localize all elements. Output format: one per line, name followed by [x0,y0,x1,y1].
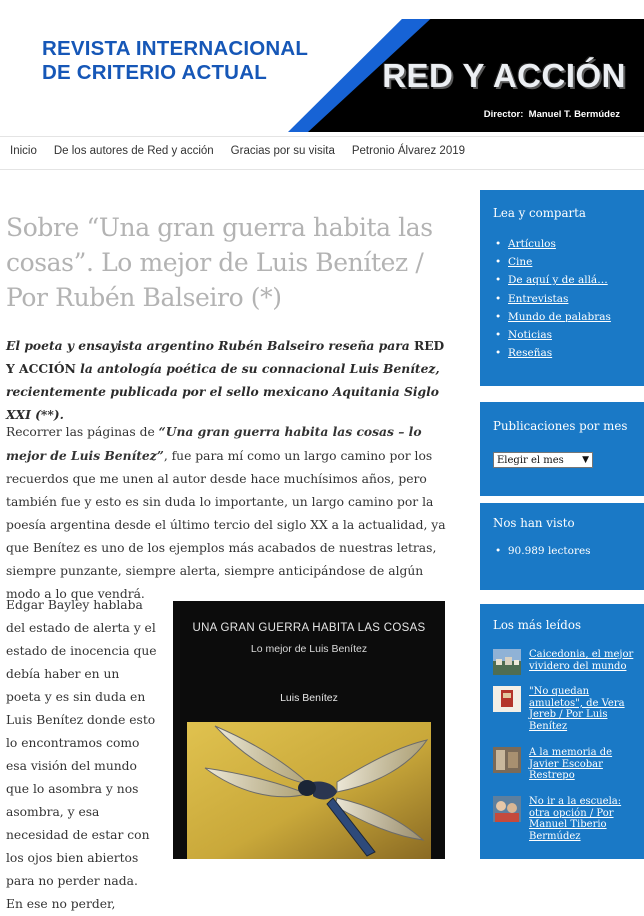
lead-text-2: la antología poética de su connacional Luis Benítez, recientemente publicada por el sello mexicano Aquitania Siglo XXI (**). [6,361,440,422]
lead-text-1: El poeta y ensayista argentino Rubén Balseiro reseña para [6,338,414,353]
para1-text-1: Recorrer las páginas de [6,425,159,439]
category-link-noticias[interactable]: • Noticias [495,326,611,344]
site-title[interactable]: REVISTA INTERNACIONAL DE CRITERIO ACTUAL [42,37,308,84]
lead-brand: RED Y ACCIÓN [6,338,445,376]
category-list [495,235,611,362]
book-cover-image [173,601,445,859]
article-paragraph-1 [6,420,451,606]
visit-count: 90.989 lectores [507,545,591,557]
popular-post-link[interactable]: No ir a la escuela: otra opción / Por Manuel Tiberio Bermúdez [529,796,622,842]
popular-thumbnail[interactable] [493,649,521,675]
article-paragraph-2: Edgar Bayley hablaba del estado de alerta y el estado de inocencia que debía haber en un poeta y es sin duda en Luis Benítez donde esto lo encontramos como esa visión del mundo que lo asombra y nos asombra, y esa necesidad de estar con los ojos bien abiertos para no perder nada. En ese no perder, [6,598,157,911]
main-nav [10,145,482,157]
banner-logo-text: RED Y ACCIÓN [382,57,626,94]
nav-item-gracias[interactable]: Gracias por su visita [230,145,335,157]
book-cover-title: UNA GRAN GUERRA HABITA LAS COSAS [192,622,426,634]
nav-divider-top [0,136,644,137]
widget-archive-title: Publicaciones por mes [493,419,628,433]
widget-archive [480,402,644,496]
category-link-cine[interactable]: • Cine [495,253,611,271]
category-link-resenas[interactable]: • Reseñas [495,344,611,362]
widget-share [480,190,644,386]
widget-share-title: Lea y comparta [493,206,586,220]
popular-post-link[interactable]: Caicedonia, el mejor vividero del mundo [529,649,634,672]
category-link-aqui-y-alla[interactable]: • De aquí y de allá… [495,271,611,289]
category-link-articulos[interactable]: • Artículos [495,235,611,253]
widget-visits-title: Nos han visto [493,516,575,530]
director-name: Manuel T. Bermúdez [528,109,620,120]
nav-item-petronio[interactable]: Petronio Álvarez 2019 [351,145,466,157]
header-banner[interactable] [288,19,644,132]
para1-book-title: “Una gran guerra habita las cosas – lo mejor de Luis Benítez” [6,424,422,463]
director-label: Director: [483,109,524,120]
archive-month-select[interactable] [493,452,593,468]
category-link-entrevistas[interactable]: • Entrevistas [495,290,611,308]
book-cover-subtitle: Lo mejor de Luis Benítez [250,643,368,655]
dragonfly-illustration [187,722,431,859]
widget-visits [480,503,644,590]
article-title: Sobre “Una gran guerra habita las cosas”. Lo mejor de Luis Benítez / Por Rubén Balseiro (*) [6,213,433,312]
widget-popular-title: Los más leídos [493,618,581,632]
chevron-down-icon: ▼ [582,455,589,465]
nav-divider-bottom [0,169,644,170]
category-link-mundo-de-palabras[interactable]: • Mundo de palabras [495,308,611,326]
para1-text-2: , fue para mí como un largo camino por los recuerdos que me unen al autor desde hace muchísimos años, pero también fue y esto es sin duda lo importante, un largo camino por la poesía argentina desde el último tercio del siglo XX a la actualidad, ya que Benítez es uno de los ejemplos más acabados de nuestras letras, siempre punzante, siempre alerta, siempre anticipándose de algún modo a lo que vendrá. [6,449,446,601]
popular-post-link[interactable]: A la memoria de Javier Escobar Restrepo [529,747,613,781]
nav-item-autores[interactable]: De los autores de Red y acción [53,145,214,157]
nav-item-inicio[interactable]: Inicio [10,145,37,157]
visit-counter: • 90.989 lectores [495,545,591,557]
popular-post-link[interactable]: "No quedan amuletos", de Vera Jereb / Por Luis Benítez [529,686,625,732]
archive-select-value: Elegir el mes [497,455,564,466]
popular-thumbnail[interactable] [493,796,521,822]
book-cover-author: Luis Benítez [280,692,338,704]
popular-thumbnail[interactable] [493,686,521,712]
banner-director [484,109,620,120]
widget-popular [480,604,644,859]
popular-thumbnail[interactable] [493,747,521,773]
article-lead [6,334,451,426]
